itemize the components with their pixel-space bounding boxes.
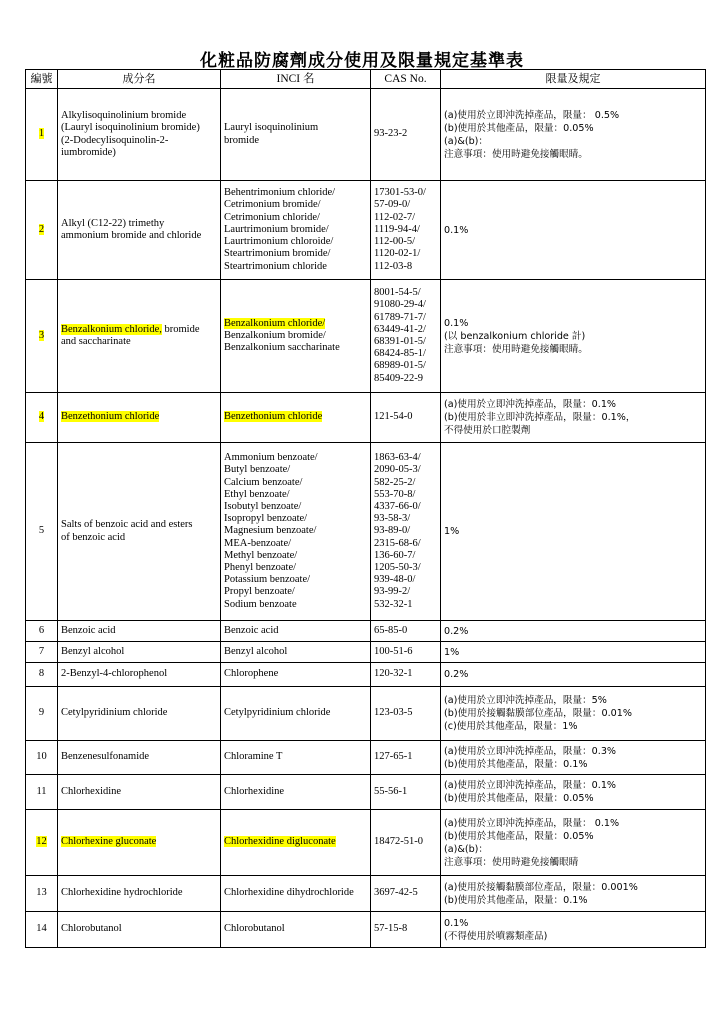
- ingredient-line: Benzethonium chloride: [61, 411, 160, 423]
- row-number: 2: [38, 223, 45, 235]
- inci-cell: [221, 181, 371, 280]
- row-number: 12: [36, 836, 47, 848]
- row-number-cell: [26, 393, 58, 443]
- cas-line: 2090-05-3/: [374, 464, 421, 476]
- cas-cell: 65-85-0: [371, 621, 441, 642]
- table-row: [26, 687, 706, 741]
- cas-cell: [371, 89, 441, 181]
- inci-line: Lauryl isoquinolinium: [224, 122, 319, 134]
- limit-line: (a)使用於立即沖洗掉產品，限量：0.1%: [444, 780, 617, 791]
- cas-line: 532-32-1: [374, 598, 413, 610]
- cas-line: 553-70-8/: [374, 488, 416, 500]
- header-cas: CAS No.: [371, 70, 441, 89]
- row-number-cell: 11: [26, 775, 58, 810]
- cas-cell: [371, 181, 441, 280]
- inci-cell: [221, 280, 371, 393]
- cas-cell: 3697-42-5: [371, 876, 441, 912]
- cas-line: 93-58-3/: [374, 513, 411, 525]
- ingredient-line: (Lauryl isoquinolinium bromide): [61, 122, 200, 134]
- inci-line: Behentrimonium chloride/: [224, 187, 336, 199]
- ingredient-line: Chlorhexine gluconate: [61, 836, 157, 848]
- cas-line: 17301-53-0/: [374, 187, 426, 199]
- ingredient-cell: Cetylpyridinium chloride: [58, 687, 221, 741]
- cas-line: 1119-94-4/: [374, 223, 420, 235]
- table-row: [26, 912, 706, 948]
- inci-line: Laurtrimonium chloroide/: [224, 236, 334, 248]
- cas-line: 2315-68-6/: [374, 537, 421, 549]
- table-row: [26, 876, 706, 912]
- cas-cell: 57-15-8: [371, 912, 441, 948]
- row-number-cell: 9: [26, 687, 58, 741]
- inci-line: Benzethonium chloride: [224, 411, 323, 423]
- inci-line: Steartrimonium bromide/: [224, 248, 331, 260]
- inci-line: Potassium benzoate/: [224, 574, 311, 586]
- limit-line: 注意事項：使用時避免接觸眼睛: [444, 856, 579, 868]
- limits-cell: [441, 810, 706, 876]
- row-number: 3: [38, 329, 45, 341]
- row-number-cell: [26, 181, 58, 280]
- inci-line: Benzalkonium saccharinate: [224, 342, 340, 354]
- table-row: [26, 775, 706, 810]
- ingredient-highlight: Benzalkonium chloride,: [61, 323, 162, 335]
- cas-line: 112-03-8: [374, 260, 413, 272]
- ingredient-cell: Benzoic acid: [58, 621, 221, 642]
- limit-line: (不得使用於噴霧類產品): [444, 930, 548, 942]
- inci-line: Isobutyl benzoate/: [224, 500, 302, 512]
- cas-cell: 120-32-1: [371, 663, 441, 687]
- cas-line: 1863-63-4/: [374, 452, 421, 464]
- ingredient-cell: [58, 443, 221, 621]
- row-number-cell: [26, 89, 58, 181]
- table-row: [26, 181, 706, 280]
- row-number-cell: [26, 810, 58, 876]
- limits-cell: 0.2%: [441, 663, 706, 687]
- cas-line: 112-02-7/: [374, 211, 416, 223]
- limit-line: (a)使用於立即沖洗掉產品，限量： 0.1%: [444, 817, 620, 829]
- inci-line: Butyl benzoate/: [224, 464, 291, 476]
- inci-line: Propyl benzoate/: [224, 586, 295, 598]
- table-row: [26, 741, 706, 775]
- inci-cell: [221, 393, 371, 443]
- limit-line: (b)使用於其他產品，限量：0.05%: [444, 830, 594, 842]
- ingredient-cell: Chlorobutanol: [58, 912, 221, 948]
- inci-cell: Chlorhexidine: [221, 775, 371, 810]
- limits-cell: [441, 687, 706, 741]
- cas-cell: [371, 393, 441, 443]
- row-number: 1: [38, 128, 45, 140]
- ingredient-line: Alkyl (C12-22) trimethy: [61, 217, 165, 229]
- header-number: 編號: [26, 70, 58, 89]
- cas-line: 582-25-2/: [374, 476, 416, 488]
- table-row: [26, 393, 706, 443]
- inci-line: Laurtrimonium bromide/: [224, 223, 329, 235]
- inci-line: Chlorhexidine digluconate: [224, 836, 336, 848]
- inci-cell: Chlorhexidine dihydrochloride: [221, 876, 371, 912]
- row-number-cell: 10: [26, 741, 58, 775]
- inci-line: Calcium benzoate/: [224, 476, 303, 488]
- ingredient-cell: [58, 89, 221, 181]
- cas-cell: 100-51-6: [371, 642, 441, 663]
- cas-line: 121-54-0: [374, 411, 413, 423]
- inci-line: Phenyl benzoate/: [224, 562, 297, 573]
- limits-cell: [441, 280, 706, 393]
- cas-line: 136-60-7/: [374, 549, 416, 561]
- cas-line: 68989-01-5/: [374, 360, 426, 372]
- ingredient-cell: [58, 393, 221, 443]
- limits-cell: [441, 741, 706, 775]
- row-number-cell: 7: [26, 642, 58, 663]
- table-row: [26, 443, 706, 621]
- cas-line: 57-09-0/: [374, 199, 411, 211]
- ingredient-line: Salts of benzoic acid and esters: [61, 519, 193, 531]
- inci-line: Sodium benzoate: [224, 598, 297, 610]
- inci-cell: Cetylpyridinium chloride: [221, 687, 371, 741]
- inci-cell: Benzyl alcohol: [221, 642, 371, 663]
- limits-cell: [441, 89, 706, 181]
- inci-line: Benzalkonium bromide/: [224, 329, 326, 341]
- inci-line: Steartrimonium chloride: [224, 260, 327, 272]
- limit-line: (b)使用於接觸黏膜部位產品，限量：0.01%: [444, 708, 632, 719]
- ingredient-cell: 2-Benzyl-4-chlorophenol: [58, 663, 221, 687]
- table-row: [26, 89, 706, 181]
- regulation-table: [25, 69, 706, 948]
- limits-cell: [441, 181, 706, 280]
- limit-line: 0.1%: [444, 917, 469, 929]
- cas-line: 93-23-2: [374, 128, 408, 140]
- limit-line: (a)使用於立即沖洗掉產品，限量：0.1%: [444, 399, 617, 410]
- cas-line: 61789-71-7/: [374, 311, 426, 323]
- inci-line: MEA-benzoate/: [224, 537, 292, 549]
- limit-line: (a)使用於接觸黏膜部位產品，限量：0.001%: [444, 881, 638, 893]
- row-number: 4: [38, 411, 45, 423]
- ingredient-cell: [58, 181, 221, 280]
- row-number-cell: 14: [26, 912, 58, 948]
- inci-cell: [221, 443, 371, 621]
- cas-line: 93-99-2/: [374, 586, 411, 598]
- cas-line: 91080-29-4/: [374, 299, 426, 311]
- inci-line: Ammonium benzoate/: [224, 452, 318, 464]
- row-number-cell: 6: [26, 621, 58, 642]
- table-row: [26, 642, 706, 663]
- ingredient-cell: Benzenesulfonamide: [58, 741, 221, 775]
- limit-line: (a)使用於立即沖洗掉產品，限量：0.3%: [444, 745, 617, 757]
- cas-line: 63449-41-2/: [374, 323, 426, 335]
- ingredient-cell: Chlorhexidine: [58, 775, 221, 810]
- limit-line: (b)使用於其他產品，限量：0.1%: [444, 758, 588, 770]
- cas-cell: [371, 443, 441, 621]
- row-number-cell: 8: [26, 663, 58, 687]
- limit-line: (a)&(b)：: [444, 135, 489, 147]
- limit-line: (以 benzalkonium chloride 計): [444, 330, 586, 342]
- ingredient-cell: Benzyl alcohol: [58, 642, 221, 663]
- row-number-cell: [26, 280, 58, 393]
- cas-cell: 127-65-1: [371, 741, 441, 775]
- limit-line: (c)使用於其他產品，限量：1%: [444, 721, 578, 732]
- table-row: [26, 663, 706, 687]
- limits-cell: 0.2%: [441, 621, 706, 642]
- row-number-cell: 5: [26, 443, 58, 621]
- header-limits: 限量及規定: [441, 70, 706, 89]
- limits-cell: [441, 393, 706, 443]
- cas-cell: 123-03-5: [371, 687, 441, 741]
- limit-line: (b)使用於非立即沖洗掉產品，限量：0.1%，: [444, 412, 636, 423]
- limits-cell: [441, 775, 706, 810]
- inci-line: Ethyl benzoate/: [224, 488, 290, 500]
- ingredient-cell: [58, 810, 221, 876]
- table-header-row: [26, 70, 706, 89]
- inci-cell: [221, 89, 371, 181]
- limit-line: (b)使用於其他產品，限量：0.1%: [444, 894, 588, 906]
- cas-line: 68391-01-5/: [374, 336, 426, 347]
- ingredient-rest: bromide and saccharinate: [61, 323, 200, 347]
- limits-cell: [441, 912, 706, 948]
- limit-line: 0.1%: [444, 224, 469, 236]
- limits-cell: [441, 443, 706, 621]
- limit-line: (a)使用於立即沖洗掉產品，限量：5%: [444, 695, 607, 706]
- inci-cell: Chloramine T: [221, 741, 371, 775]
- limit-line: 1%: [444, 526, 460, 537]
- cas-cell: 55-56-1: [371, 775, 441, 810]
- inci-line: Isopropyl benzoate/: [224, 513, 308, 525]
- header-inci: INCI 名: [221, 70, 371, 89]
- cas-line: 1120-02-1/: [374, 248, 421, 260]
- limit-line: (b)使用於其他產品，限量：0.05%: [444, 122, 594, 134]
- cas-line: 8001-54-5/: [374, 287, 421, 299]
- limit-line: (b)使用於其他產品，限量：0.05%: [444, 793, 594, 804]
- ingredient-line: (2-Dodecylisoquinolin-2-: [61, 134, 169, 146]
- inci-cell: Chlorobutanol: [221, 912, 371, 948]
- inci-line: Cetrimonium bromide/: [224, 199, 321, 211]
- limits-cell: 1%: [441, 642, 706, 663]
- limits-cell: [441, 876, 706, 912]
- ingredient-cell: [58, 280, 221, 393]
- cas-line: 1205-50-3/: [374, 562, 421, 573]
- table-row: [26, 810, 706, 876]
- limit-line: 不得使用於口腔製劑: [444, 425, 531, 436]
- ingredient-cell: Chlorhexidine hydrochloride: [58, 876, 221, 912]
- ingredient-line: ammonium bromide and chloride: [61, 230, 202, 241]
- inci-line: Magnesium benzoate/: [224, 525, 317, 537]
- header-ingredient: 成分名: [58, 70, 221, 89]
- cas-line: 112-00-5/: [374, 236, 416, 248]
- inci-cell: Benzoic acid: [221, 621, 371, 642]
- page-title: 化粧品防腐劑成分使用及限量規定基準表: [200, 51, 524, 71]
- ingredient-line: iumbromide): [61, 146, 116, 158]
- cas-line: 4337-66-0/: [374, 500, 421, 512]
- cas-line: 85409-22-9: [374, 372, 423, 384]
- cas-line: 93-89-0/: [374, 525, 411, 537]
- inci-line: Methyl benzoate/: [224, 549, 298, 561]
- limit-line: 0.1%: [444, 317, 469, 329]
- row-number-cell: 13: [26, 876, 58, 912]
- limit-line: (a)使用於立即沖洗掉產品，限量： 0.5%: [444, 109, 620, 121]
- inci-line: bromide: [224, 134, 259, 146]
- ingredient-line: of benzoic acid: [61, 531, 126, 543]
- limit-line: 注意事項：使用時避免接觸眼睛。: [444, 148, 588, 160]
- inci-cell: Chlorophene: [221, 663, 371, 687]
- cas-cell: 18472-51-0: [371, 810, 441, 876]
- table-row: [26, 280, 706, 393]
- inci-line: Cetrimonium chloride/: [224, 211, 320, 223]
- cas-line: 68424-85-1/: [374, 348, 426, 360]
- limit-line: 注意事項：使用時避免接觸眼睛。: [444, 343, 588, 355]
- cas-cell: [371, 280, 441, 393]
- limit-line: (a)&(b)：: [444, 843, 489, 855]
- inci-cell: [221, 810, 371, 876]
- table-row: [26, 621, 706, 642]
- ingredient-line: Alkylisoquinolinium bromide: [61, 110, 187, 122]
- cas-line: 939-48-0/: [374, 574, 416, 586]
- inci-line: Benzalkonium chloride/: [224, 317, 326, 329]
